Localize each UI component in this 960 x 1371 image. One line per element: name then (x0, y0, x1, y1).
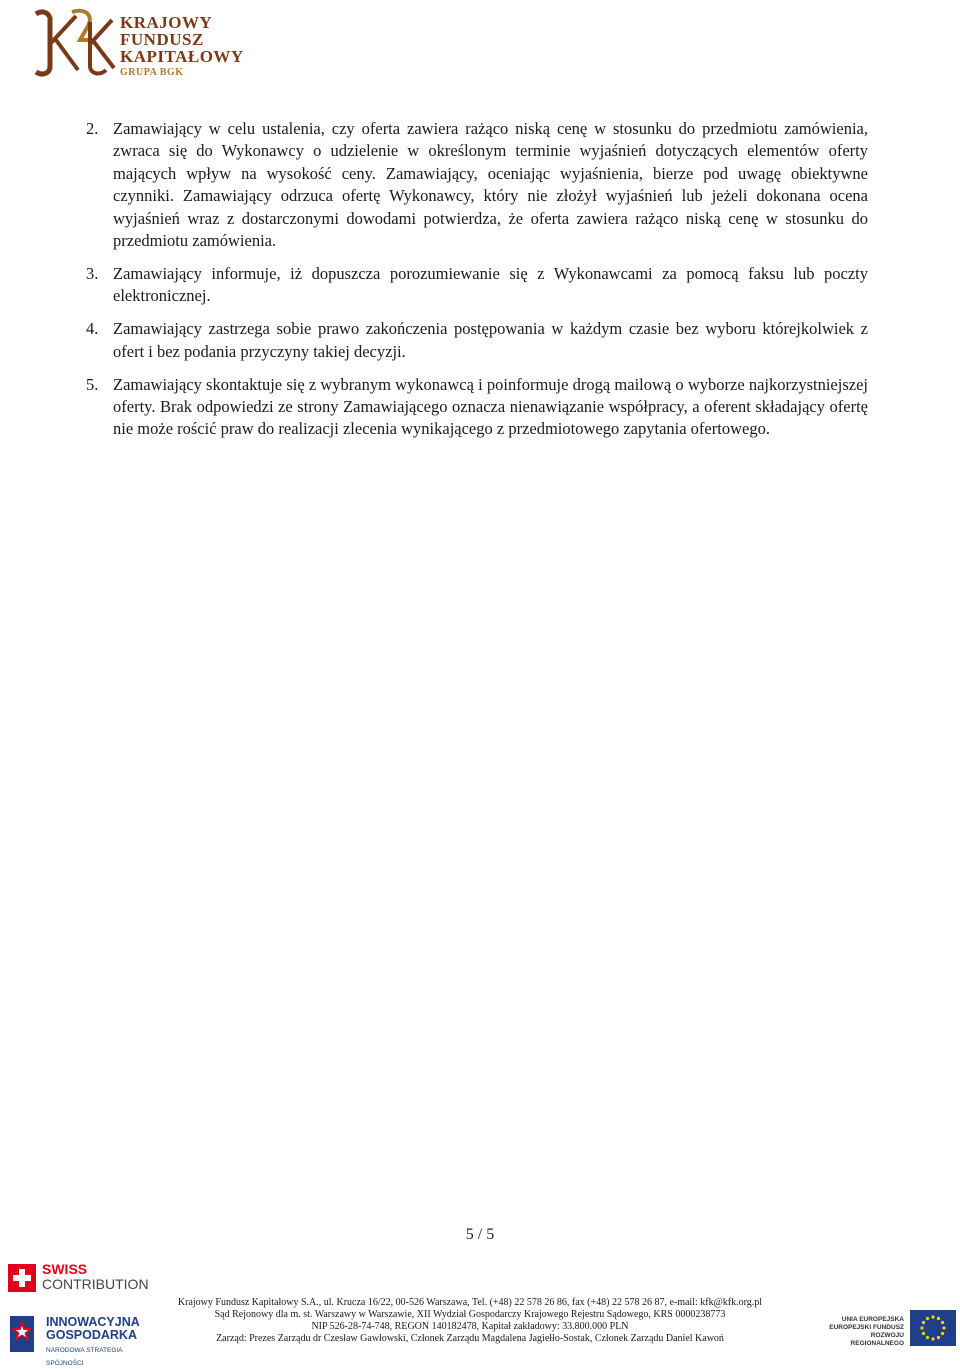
kfk-monogram-icon (28, 4, 118, 82)
swiss-logo-line-1: SWISS (42, 1261, 88, 1277)
list-item-number: 4. (86, 319, 99, 339)
ig-logo-line-1: INNOWACYJNA (46, 1315, 140, 1329)
list-item (86, 318, 868, 363)
innowacyjna-gospodarka-logo (8, 1310, 158, 1367)
ig-star-icon (8, 1312, 38, 1354)
footer-line-2: Sąd Rejonowy dla m. st. Warszawy w Warszawie, XII Wydział Gospodarczy Krajowego Rejestru Sądowego, KRS 0000238773 (214, 1309, 726, 1320)
list-item (86, 374, 868, 441)
page-number: 5 / 5 (465, 1226, 495, 1243)
list-item-text: Zamawiający informuje, iż dopuszcza porozumiewanie się z Wykonawcami za pomocą faksu lub poczty elektronicznej. (113, 263, 868, 306)
swiss-logo-line-2: CONTRIBUTION (42, 1276, 149, 1292)
footer-line-1: Krajowy Fundusz Kapitałowy S.A., ul. Krucza 16/22, 00-526 Warszawa, Tel. (+48) 22 578 26 86, fax (+48) 22 578 26 87, e-mail: kfk@kfk.org.pl (177, 1297, 763, 1308)
eu-fund-logo (818, 1310, 956, 1350)
footer-line-4: Zarząd: Prezes Zarządu dr Czesław Gawłowski, Członek Zarządu Magdalena Jagiełło-Sostak, Członek Zarządu Daniel Kawoń (216, 1333, 724, 1344)
ig-logo-line-2: GOSPODARKA (46, 1328, 137, 1342)
list-item (86, 118, 868, 252)
list-item-text: Zamawiający zastrzega sobie prawo zakończenia postępowania w każdym czasie bez wyboru którejkolwiek z ofert i bez podania przyczyny takiej decyzji. (113, 319, 868, 361)
list-item-number: 3. (86, 263, 99, 283)
kfk-logo (28, 4, 244, 84)
logo-line-3: KAPITAŁOWY (120, 47, 244, 66)
footer-company-info (170, 1297, 770, 1345)
eu-logo-line-1: UNIA EUROPEJSKA (841, 1316, 904, 1323)
list-item-number: 2. (86, 119, 99, 138)
logo-line-4: GRUPA BGK (120, 67, 184, 78)
swiss-cross-icon (8, 1264, 36, 1292)
eu-logo-line-2: EUROPEJSKI FUNDUSZ (829, 1324, 904, 1331)
list-item-text: Zamawiający w celu ustalenia, czy oferta zawiera rażąco niską cenę w stosunku do przedmiotu zamówienia, zwraca się do Wykonawcy o udzielenie w określonym terminie wyjaśnień dotyczących elementów oferty mających wpływ na wysokość ceny. Zamawiający, oceniając wyjaśnienia, bierze pod uwagę obiektywne czynniki. Zamawiający odrzuca ofertę Wykonawcy, który nie złożył wyjaśnień lub jeżeli dokonana ocena wyjaśnień wraz z dostarczonymi dowodami potwierdza, że oferta zawiera rażąco niską cenę w stosunku do przedmiotu zamówienia. (113, 119, 868, 251)
document-body (86, 118, 868, 451)
swiss-contribution-logo (8, 1262, 148, 1296)
list-item (86, 263, 868, 308)
list-item-text: Zamawiający skontaktuje się z wybranym wykonawcą i poinformuje drogą mailową o wyborze najkorzystniejszej oferty. Brak odpowiedzi ze strony Zamawiającego oznacza nienawiązanie współpracy, a oferent składający ofertę nie może rościć praw do realizacji zlecenia wynikającego z przedmiotowego zapytania ofertowego. (113, 374, 868, 439)
logo-line-2: FUNDUSZ (120, 30, 204, 49)
logo-line-1: KRAJOWY (120, 13, 213, 32)
footer-line-3: NIP 526-28-74-748, REGON 140182478, Kapitał zakładowy: 33.800.000 PLN (311, 1321, 629, 1332)
eu-logo-line-3: ROZWOJU REGIONALNEGO (850, 1332, 904, 1347)
list-item-number: 5. (86, 374, 99, 394)
ig-logo-line-3: NARODOWA STRATEGIA SPÓJNOŚCI (46, 1347, 123, 1367)
eu-flag-icon (910, 1310, 956, 1346)
